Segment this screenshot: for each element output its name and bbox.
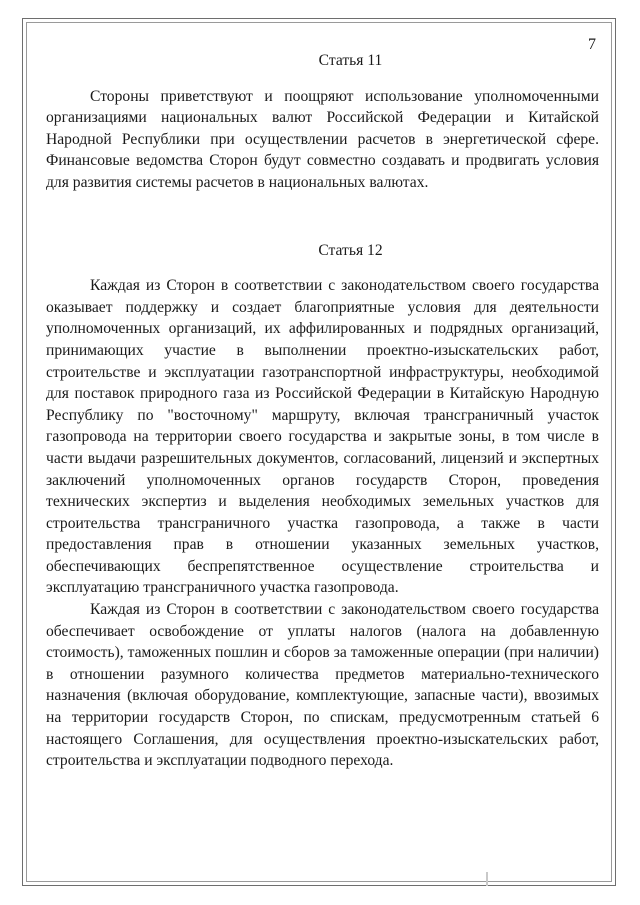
article-11-heading: Статья 11: [318, 52, 383, 69]
article-12-paragraph-2: Каждая из Сторон в соответствии с законодательством своего государства обеспечивает освобождение от уплаты налогов (налога на добавленную стоимость), таможенных пошлин и сборов за таможенные операции (при наличии) в отношении разумного количества предметов материально-технического назначения (включая оборудование, комплектующие, запасные части), ввозимых на территории государств Сторон, по спискам, предусмотренным статьей 6 настоящего Соглашения, для осуществления проектно-изыскательских работ, строительства и эксплуатации подводного перехода.: [46, 601, 599, 770]
article-11-paragraph-1: Стороны приветствуют и поощряют использование уполномоченными организациями национальных валют Российской Федерации и Китайской Народной Республики при осуществлении расчетов в энергетической сфере. Финансовые ведомства Сторон будут совместно создавать и продвигать условия для развития системы расчетов в национальных валютах.: [46, 87, 599, 191]
article-12-heading: Статья 12: [318, 241, 383, 259]
page-number: 7: [588, 36, 596, 53]
article-12-paragraph-1: Каждая из Сторон в соответствии с законодательством своего государства оказывает поддержку и создает благоприятные условия для деятельности уполномоченных организаций, их аффилированных и подрядных организаций, принимающих участие в выполнении проектно-изыскательских работ, строительстве и эксплуатации газотранспортной инфраструктуры, необходимой для поставок природного газа из Российской Федерации в Китайскую Народную Республику по "восточному" маршруту, включая трансграничный участок газопровода на территории своего государства и закрытые зоны, в том числе в части выдачи разрешительных документов, согласований, лицензий и экспертных заключений уполномоченных органов государств Сторон, проведения технических экспертиз и выделения необходимых земельных участков для строительства трансграничного участка газопровода, а также в части предоставления прав в отношении указанных земельных участков, обеспечивающих беспрепятственное осуществление строительства и эксплуатацию трансграничного участка газопровода.: [46, 277, 599, 597]
document-body: [46, 50, 599, 772]
article-12: [46, 240, 599, 772]
article-11: [46, 50, 599, 194]
scan-artifact: [486, 872, 488, 886]
